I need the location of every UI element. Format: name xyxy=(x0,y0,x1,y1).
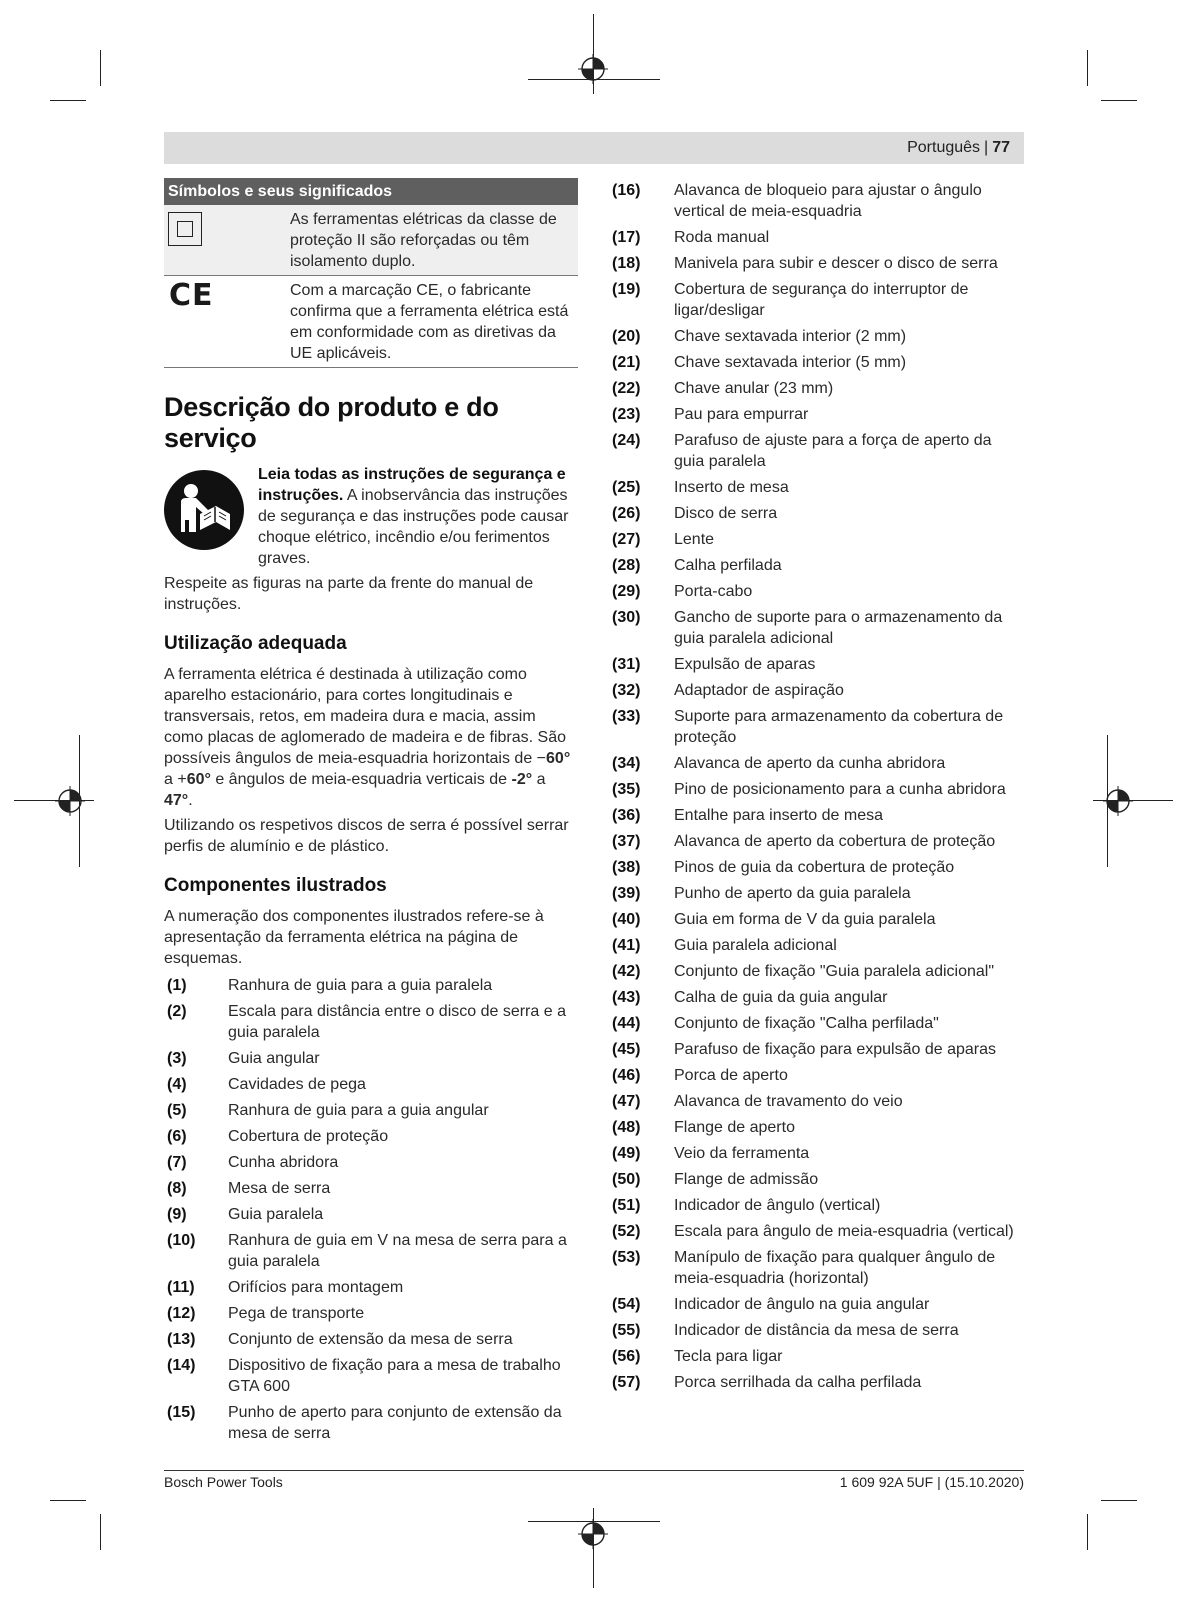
component-label: Guia em forma de V da guia paralela xyxy=(674,911,936,928)
component-number: (56) xyxy=(612,1348,641,1365)
text-fragment: A ferramenta elétrica é destinada à utilização como aparelho estacionário, para cortes longitudinais e transversais, retos, em madeira dura e macia, assim como placas de aglomerado de madeira e de fibras. São possíveis ângulos de meia-esquadria horizontais de − xyxy=(164,666,567,767)
list-item xyxy=(612,503,1024,524)
component-label: Calha perfilada xyxy=(674,557,782,574)
list-item xyxy=(164,1230,578,1272)
component-label: Calha de guia da guia angular xyxy=(674,989,888,1006)
list-item xyxy=(164,1402,578,1444)
list-item xyxy=(612,253,1024,274)
component-number: (6) xyxy=(167,1128,187,1145)
list-item xyxy=(612,831,1024,852)
list-item xyxy=(612,1143,1024,1164)
list-item xyxy=(612,1065,1024,1086)
component-label: Flange de aperto xyxy=(674,1119,795,1136)
warning-bold: Leia todas as instruções de segurança e instruções. xyxy=(258,466,566,504)
component-label: Pino de posicionamento para a cunha abridora xyxy=(674,781,1006,798)
list-item xyxy=(612,477,1024,498)
component-label: Indicador de ângulo (vertical) xyxy=(674,1197,881,1214)
ce-mark-icon: CE xyxy=(169,278,214,313)
list-item xyxy=(612,987,1024,1008)
component-label: Chave anular (23 mm) xyxy=(674,380,834,397)
protection-class-ii-icon xyxy=(168,212,202,246)
read-manual-icon xyxy=(164,470,244,550)
component-label: Pega de transporte xyxy=(228,1305,365,1322)
list-item xyxy=(612,352,1024,373)
figures-note: Respeite as figuras na parte da frente do manual de instruções. xyxy=(164,575,534,613)
components-title: Componentes ilustrados xyxy=(164,875,387,896)
list-item xyxy=(612,805,1024,826)
component-label: Parafuso de fixação para expulsão de aparas xyxy=(674,1041,996,1058)
table-row xyxy=(164,205,578,276)
component-number: (8) xyxy=(167,1180,187,1197)
angle-value: 60° xyxy=(546,750,571,767)
component-number: (26) xyxy=(612,505,641,522)
component-number: (27) xyxy=(612,531,641,548)
component-label: Lente xyxy=(674,531,715,548)
component-number: (44) xyxy=(612,1015,641,1032)
component-label: Ranhura de guia para a guia angular xyxy=(228,1102,489,1119)
list-item xyxy=(164,1126,578,1147)
component-number: (18) xyxy=(612,255,641,272)
component-label: Alavanca de travamento do veio xyxy=(674,1093,903,1110)
list-item xyxy=(612,555,1024,576)
list-item xyxy=(612,753,1024,774)
component-label: Disco de serra xyxy=(674,505,778,522)
component-number: (49) xyxy=(612,1145,641,1162)
component-number: (53) xyxy=(612,1249,641,1266)
component-label: Inserto de mesa xyxy=(674,479,789,496)
component-label: Suporte para armazenamento da cobertura de proteção xyxy=(674,708,1004,746)
component-number: (33) xyxy=(612,708,641,725)
component-label: Alavanca de aperto da cobertura de proteção xyxy=(674,833,996,850)
component-label: Guia paralela adicional xyxy=(674,937,837,954)
list-item xyxy=(164,1303,578,1324)
list-item xyxy=(612,279,1024,321)
list-item xyxy=(612,935,1024,956)
component-number: (2) xyxy=(167,1003,187,1020)
angle-value: 60° xyxy=(186,771,211,788)
component-number: (36) xyxy=(612,807,641,824)
component-label: Cobertura de proteção xyxy=(228,1128,389,1145)
list-item xyxy=(612,961,1024,982)
component-number: (28) xyxy=(612,557,641,574)
component-label: Ranhura de guia para a guia paralela xyxy=(228,977,493,994)
symbol-description: As ferramentas elétricas da classe de proteção II são reforçadas ou têm isolamento duplo. xyxy=(288,205,578,276)
component-number: (17) xyxy=(612,229,641,246)
component-label: Flange de admissão xyxy=(674,1171,819,1188)
components-intro: A numeração dos componentes ilustrados refere-se à apresentação da ferramenta elétrica na página de esquemas. xyxy=(164,908,544,967)
component-number: (7) xyxy=(167,1154,187,1171)
list-item xyxy=(612,654,1024,675)
registration-mark-icon xyxy=(578,1519,608,1549)
component-label: Escala para distância entre o disco de serra e a guia paralela xyxy=(228,1003,566,1041)
component-number: (51) xyxy=(612,1197,641,1214)
symbols-table xyxy=(164,178,578,368)
list-item xyxy=(612,529,1024,550)
component-label: Veio da ferramenta xyxy=(674,1145,810,1162)
section-title: Descrição do produto e do serviço xyxy=(164,392,499,453)
component-label: Guia angular xyxy=(228,1050,320,1067)
component-label: Indicador de distância da mesa de serra xyxy=(674,1322,959,1339)
component-number: (25) xyxy=(612,479,641,496)
component-number: (38) xyxy=(612,859,641,876)
component-number: (13) xyxy=(167,1331,196,1348)
list-item xyxy=(612,857,1024,878)
list-item xyxy=(612,326,1024,347)
component-label: Chave sextavada interior (2 mm) xyxy=(674,328,907,345)
component-number: (22) xyxy=(612,380,641,397)
components-list-left xyxy=(164,975,578,1444)
list-item xyxy=(164,1001,578,1043)
component-label: Conjunto de extensão da mesa de serra xyxy=(228,1331,513,1348)
page-number: 77 xyxy=(992,139,1010,156)
component-number: (39) xyxy=(612,885,641,902)
component-number: (30) xyxy=(612,609,641,626)
list-item xyxy=(164,1355,578,1397)
component-label: Tecla para ligar xyxy=(674,1348,783,1365)
component-number: (1) xyxy=(167,977,187,994)
list-item xyxy=(612,1320,1024,1341)
list-item xyxy=(612,430,1024,472)
list-item xyxy=(612,607,1024,649)
list-item xyxy=(612,1195,1024,1216)
component-number: (40) xyxy=(612,911,641,928)
component-label: Manivela para subir e descer o disco de serra xyxy=(674,255,998,272)
list-item xyxy=(612,1169,1024,1190)
component-label: Gancho de suporte para o armazenamento da guia paralela adicional xyxy=(674,609,1003,647)
list-item xyxy=(612,779,1024,800)
list-item xyxy=(612,680,1024,701)
list-item xyxy=(612,1346,1024,1367)
list-item xyxy=(612,227,1024,248)
component-number: (48) xyxy=(612,1119,641,1136)
component-label: Expulsão de aparas xyxy=(674,656,816,673)
component-label: Cunha abridora xyxy=(228,1154,339,1171)
list-item xyxy=(612,1039,1024,1060)
component-number: (54) xyxy=(612,1296,641,1313)
component-label: Porca de aperto xyxy=(674,1067,788,1084)
list-item xyxy=(612,1091,1024,1112)
angle-value: 47° xyxy=(164,792,189,809)
component-number: (23) xyxy=(612,406,641,423)
text-fragment: a xyxy=(532,771,546,788)
component-label: Cobertura de segurança do interruptor de ligar/desligar xyxy=(674,281,969,319)
angle-value: -2° xyxy=(511,771,533,788)
component-label: Conjunto de fixação "Guia paralela adicional" xyxy=(674,963,995,980)
component-number: (3) xyxy=(167,1050,187,1067)
component-number: (34) xyxy=(612,755,641,772)
list-item xyxy=(612,909,1024,930)
component-number: (35) xyxy=(612,781,641,798)
list-item xyxy=(612,581,1024,602)
intended-use-note: Utilizando os respetivos discos de serra é possível serrar perfis de alumínio e de plástico. xyxy=(164,817,569,855)
footer-doc-id: 1 609 92A 5UF | (15.10.2020) xyxy=(839,1474,1024,1490)
component-number: (55) xyxy=(612,1322,641,1339)
list-item xyxy=(612,1013,1024,1034)
list-item xyxy=(164,1048,578,1069)
component-number: (20) xyxy=(612,328,641,345)
component-label: Entalhe para inserto de mesa xyxy=(674,807,884,824)
component-label: Manípulo de fixação para qualquer ângulo de meia-esquadria (horizontal) xyxy=(674,1249,996,1287)
component-label: Chave sextavada interior (5 mm) xyxy=(674,354,907,371)
component-label: Mesa de serra xyxy=(228,1180,331,1197)
component-number: (24) xyxy=(612,432,641,449)
registration-mark-icon xyxy=(1103,786,1133,816)
component-label: Conjunto de fixação "Calha perfilada" xyxy=(674,1015,939,1032)
component-label: Punho de aperto da guia paralela xyxy=(674,885,911,902)
text-fragment: . xyxy=(188,792,193,809)
page-header xyxy=(164,132,1024,164)
component-label: Punho de aperto para conjunto de extensão da mesa de serra xyxy=(228,1404,562,1442)
right-column xyxy=(612,180,1024,1398)
symbols-table-title: Símbolos e seus significados xyxy=(164,178,578,205)
component-number: (45) xyxy=(612,1041,641,1058)
component-number: (57) xyxy=(612,1374,641,1391)
component-number: (41) xyxy=(612,937,641,954)
component-number: (31) xyxy=(612,656,641,673)
list-item xyxy=(612,404,1024,425)
table-row xyxy=(164,276,578,368)
component-number: (37) xyxy=(612,833,641,850)
component-number: (16) xyxy=(612,182,641,199)
list-item xyxy=(612,1294,1024,1315)
component-number: (43) xyxy=(612,989,641,1006)
list-item xyxy=(164,975,578,996)
list-item xyxy=(164,1152,578,1173)
list-item xyxy=(612,1117,1024,1138)
component-label: Adaptador de aspiração xyxy=(674,682,844,699)
list-item xyxy=(612,1221,1024,1242)
component-number: (10) xyxy=(167,1232,196,1249)
list-item xyxy=(612,1372,1024,1393)
component-number: (32) xyxy=(612,682,641,699)
registration-mark-icon xyxy=(55,786,85,816)
list-item xyxy=(164,1178,578,1199)
component-label: Porta-cabo xyxy=(674,583,753,600)
list-item xyxy=(612,706,1024,748)
list-item xyxy=(612,1247,1024,1289)
component-label: Indicador de ângulo na guia angular xyxy=(674,1296,930,1313)
list-item xyxy=(164,1204,578,1225)
component-label: Alavanca de bloqueio para ajustar o ângulo vertical de meia-esquadria xyxy=(674,182,982,220)
component-number: (52) xyxy=(612,1223,641,1240)
left-column xyxy=(164,178,578,1449)
component-number: (9) xyxy=(167,1206,187,1223)
component-label: Roda manual xyxy=(674,229,770,246)
component-number: (29) xyxy=(612,583,641,600)
intended-use-text xyxy=(164,664,578,811)
list-item xyxy=(612,180,1024,222)
component-number: (19) xyxy=(612,281,641,298)
list-item xyxy=(164,1100,578,1121)
warning-text xyxy=(258,464,578,569)
component-label: Guia paralela xyxy=(228,1206,324,1223)
header-text: Português | 77 xyxy=(907,139,1010,156)
component-label: Orifícios para montagem xyxy=(228,1279,404,1296)
component-label: Porca serrilhada da calha perfilada xyxy=(674,1374,922,1391)
safety-warning xyxy=(164,464,578,569)
list-item xyxy=(164,1329,578,1350)
component-number: (15) xyxy=(167,1404,196,1421)
component-label: Ranhura de guia em V na mesa de serra para a guia paralela xyxy=(228,1232,567,1270)
header-language: Português xyxy=(907,139,981,156)
symbol-description: Com a marcação CE, o fabricante confirma que a ferramenta elétrica está em conformidade com as diretivas da UE aplicáveis. xyxy=(288,276,578,368)
component-number: (46) xyxy=(612,1067,641,1084)
component-label: Dispositivo de fixação para a mesa de trabalho GTA 600 xyxy=(228,1357,561,1395)
component-label: Escala para ângulo de meia-esquadria (vertical) xyxy=(674,1223,1014,1240)
component-label: Pinos de guia da cobertura de proteção xyxy=(674,859,955,876)
component-number: (50) xyxy=(612,1171,641,1188)
component-number: (14) xyxy=(167,1357,196,1374)
components-list-right xyxy=(612,180,1024,1393)
intended-use-title: Utilização adequada xyxy=(164,633,347,654)
footer-publisher: Bosch Power Tools xyxy=(164,1474,283,1490)
component-number: (5) xyxy=(167,1102,187,1119)
text-fragment: a + xyxy=(164,771,187,788)
component-number: (4) xyxy=(167,1076,187,1093)
list-item xyxy=(612,378,1024,399)
footer-divider xyxy=(164,1470,1024,1471)
component-label: Parafuso de ajuste para a força de aperto da guia paralela xyxy=(674,432,992,470)
component-number: (12) xyxy=(167,1305,196,1322)
text-fragment: e ângulos de meia-esquadria verticais de xyxy=(210,771,512,788)
component-number: (42) xyxy=(612,963,641,980)
component-number: (11) xyxy=(167,1279,195,1296)
component-label: Alavanca de aperto da cunha abridora xyxy=(674,755,946,772)
list-item xyxy=(164,1277,578,1298)
component-label: Pau para empurrar xyxy=(674,406,809,423)
warning-body: A inobservância das instruções de segurança e das instruções pode causar choque elétrico, incêndio e/ou ferimentos graves. xyxy=(258,487,569,567)
component-label: Cavidades de pega xyxy=(228,1076,366,1093)
component-number: (47) xyxy=(612,1093,641,1110)
component-number: (21) xyxy=(612,354,641,371)
registration-mark-icon xyxy=(578,54,608,84)
list-item xyxy=(164,1074,578,1095)
list-item xyxy=(612,883,1024,904)
